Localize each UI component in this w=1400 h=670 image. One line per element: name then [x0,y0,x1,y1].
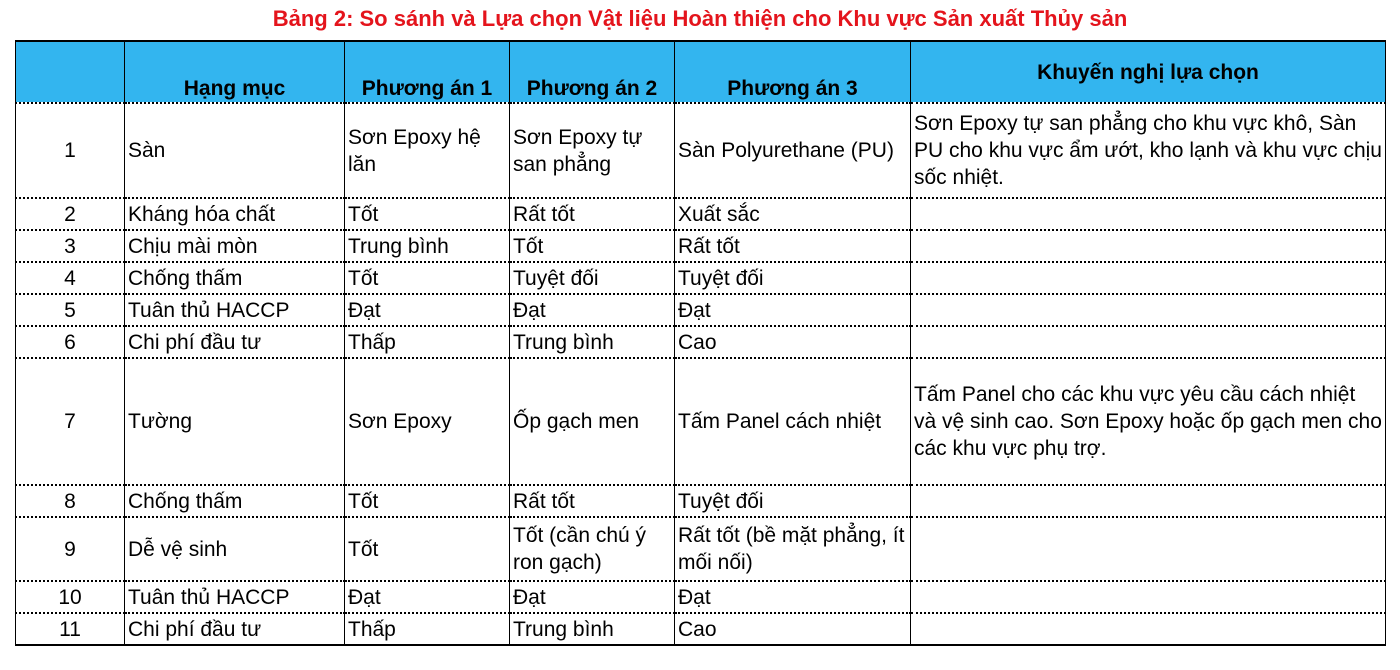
cell-recommendation [911,581,1386,613]
cell-option-2: Ốp gạch men [510,358,675,485]
cell-option-3: Rất tốt (bề mặt phẳng, ít mối nối) [675,517,911,581]
cell-stt: 6 [16,326,125,358]
cell-option-2: Tuyệt đối [510,262,675,294]
cell-option-2: Trung bình [510,326,675,358]
header-option-2: Phương án 2 [510,41,675,103]
cell-stt: 10 [16,581,125,613]
cell-option-3: Cao [675,613,911,645]
cell-stt: 11 [16,613,125,645]
cell-option-1: Thấp [345,613,510,645]
table-row [16,326,1386,358]
cell-recommendation: Tấm Panel cho các khu vực yêu cầu cách nhiệt và vệ sinh cao. Sơn Epoxy hoặc ốp gạch men cho các khu vực phụ trợ. [911,358,1386,485]
cell-option-1: Sơn Epoxy hệ lăn [345,103,510,198]
cell-option-3: Đạt [675,581,911,613]
cell-option-3: Cao [675,326,911,358]
cell-option-2: Rất tốt [510,485,675,517]
cell-item: Chi phí đầu tư [125,326,345,358]
cell-option-2: Tốt (cần chú ý ron gạch) [510,517,675,581]
cell-option-3: Sàn Polyurethane (PU) [675,103,911,198]
cell-recommendation [911,198,1386,230]
cell-item: Kháng hóa chất [125,198,345,230]
table-row [16,294,1386,326]
header-stt [16,41,125,103]
cell-stt: 5 [16,294,125,326]
cell-option-3: Rất tốt [675,230,911,262]
cell-option-3: Xuất sắc [675,198,911,230]
cell-stt: 3 [16,230,125,262]
table-title: Bảng 2: So sánh và Lựa chọn Vật liệu Hoàn thiện cho Khu vực Sản xuất Thủy sản [272,6,1128,31]
cell-option-3: Tấm Panel cách nhiệt [675,358,911,485]
cell-option-1: Tốt [345,517,510,581]
table-row [16,198,1386,230]
cell-option-1: Tốt [345,198,510,230]
cell-stt: 4 [16,262,125,294]
cell-recommendation [911,262,1386,294]
cell-item: Tuân thủ HACCP [125,294,345,326]
table-row [16,103,1386,198]
cell-stt: 7 [16,358,125,485]
cell-item: Chống thấm [125,485,345,517]
header-recommendation: Khuyến nghị lựa chọn [911,41,1386,103]
cell-recommendation [911,485,1386,517]
cell-recommendation: Sơn Epoxy tự san phẳng cho khu vực khô, Sàn PU cho khu vực ẩm ướt, kho lạnh và khu vực chịu sốc nhiệt. [911,103,1386,198]
cell-option-1: Tốt [345,262,510,294]
cell-item: Chịu mài mòn [125,230,345,262]
cell-stt: 9 [16,517,125,581]
cell-option-1: Đạt [345,581,510,613]
table-row [16,613,1386,645]
cell-recommendation [911,613,1386,645]
table-row [16,230,1386,262]
cell-recommendation [911,294,1386,326]
table-row [16,581,1386,613]
cell-option-1: Tốt [345,485,510,517]
cell-option-3: Tuyệt đối [675,485,911,517]
cell-recommendation [911,230,1386,262]
header-option-3: Phương án 3 [675,41,911,103]
cell-option-1: Sơn Epoxy [345,358,510,485]
table-row [16,485,1386,517]
header-item: Hạng mục [125,41,345,103]
cell-option-2: Tốt [510,230,675,262]
cell-item: Chi phí đầu tư [125,613,345,645]
table-row [16,358,1386,485]
cell-option-2: Đạt [510,294,675,326]
cell-stt: 8 [16,485,125,517]
cell-item: Tuân thủ HACCP [125,581,345,613]
cell-option-2: Rất tốt [510,198,675,230]
cell-item: Chống thấm [125,262,345,294]
cell-option-3: Đạt [675,294,911,326]
cell-item: Sàn [125,103,345,198]
table-row [16,262,1386,294]
cell-recommendation [911,517,1386,581]
cell-stt: 1 [16,103,125,198]
cell-option-2: Đạt [510,581,675,613]
cell-item: Tường [125,358,345,485]
cell-option-2: Trung bình [510,613,675,645]
cell-recommendation [911,326,1386,358]
header-option-1: Phương án 1 [345,41,510,103]
cell-stt: 2 [16,198,125,230]
cell-option-2: Sơn Epoxy tự san phẳng [510,103,675,198]
cell-option-1: Trung bình [345,230,510,262]
cell-item: Dễ vệ sinh [125,517,345,581]
table-row [16,517,1386,581]
comparison-table [15,40,1386,646]
cell-option-1: Thấp [345,326,510,358]
cell-option-1: Đạt [345,294,510,326]
table-header-row [16,41,1386,103]
cell-option-3: Tuyệt đối [675,262,911,294]
